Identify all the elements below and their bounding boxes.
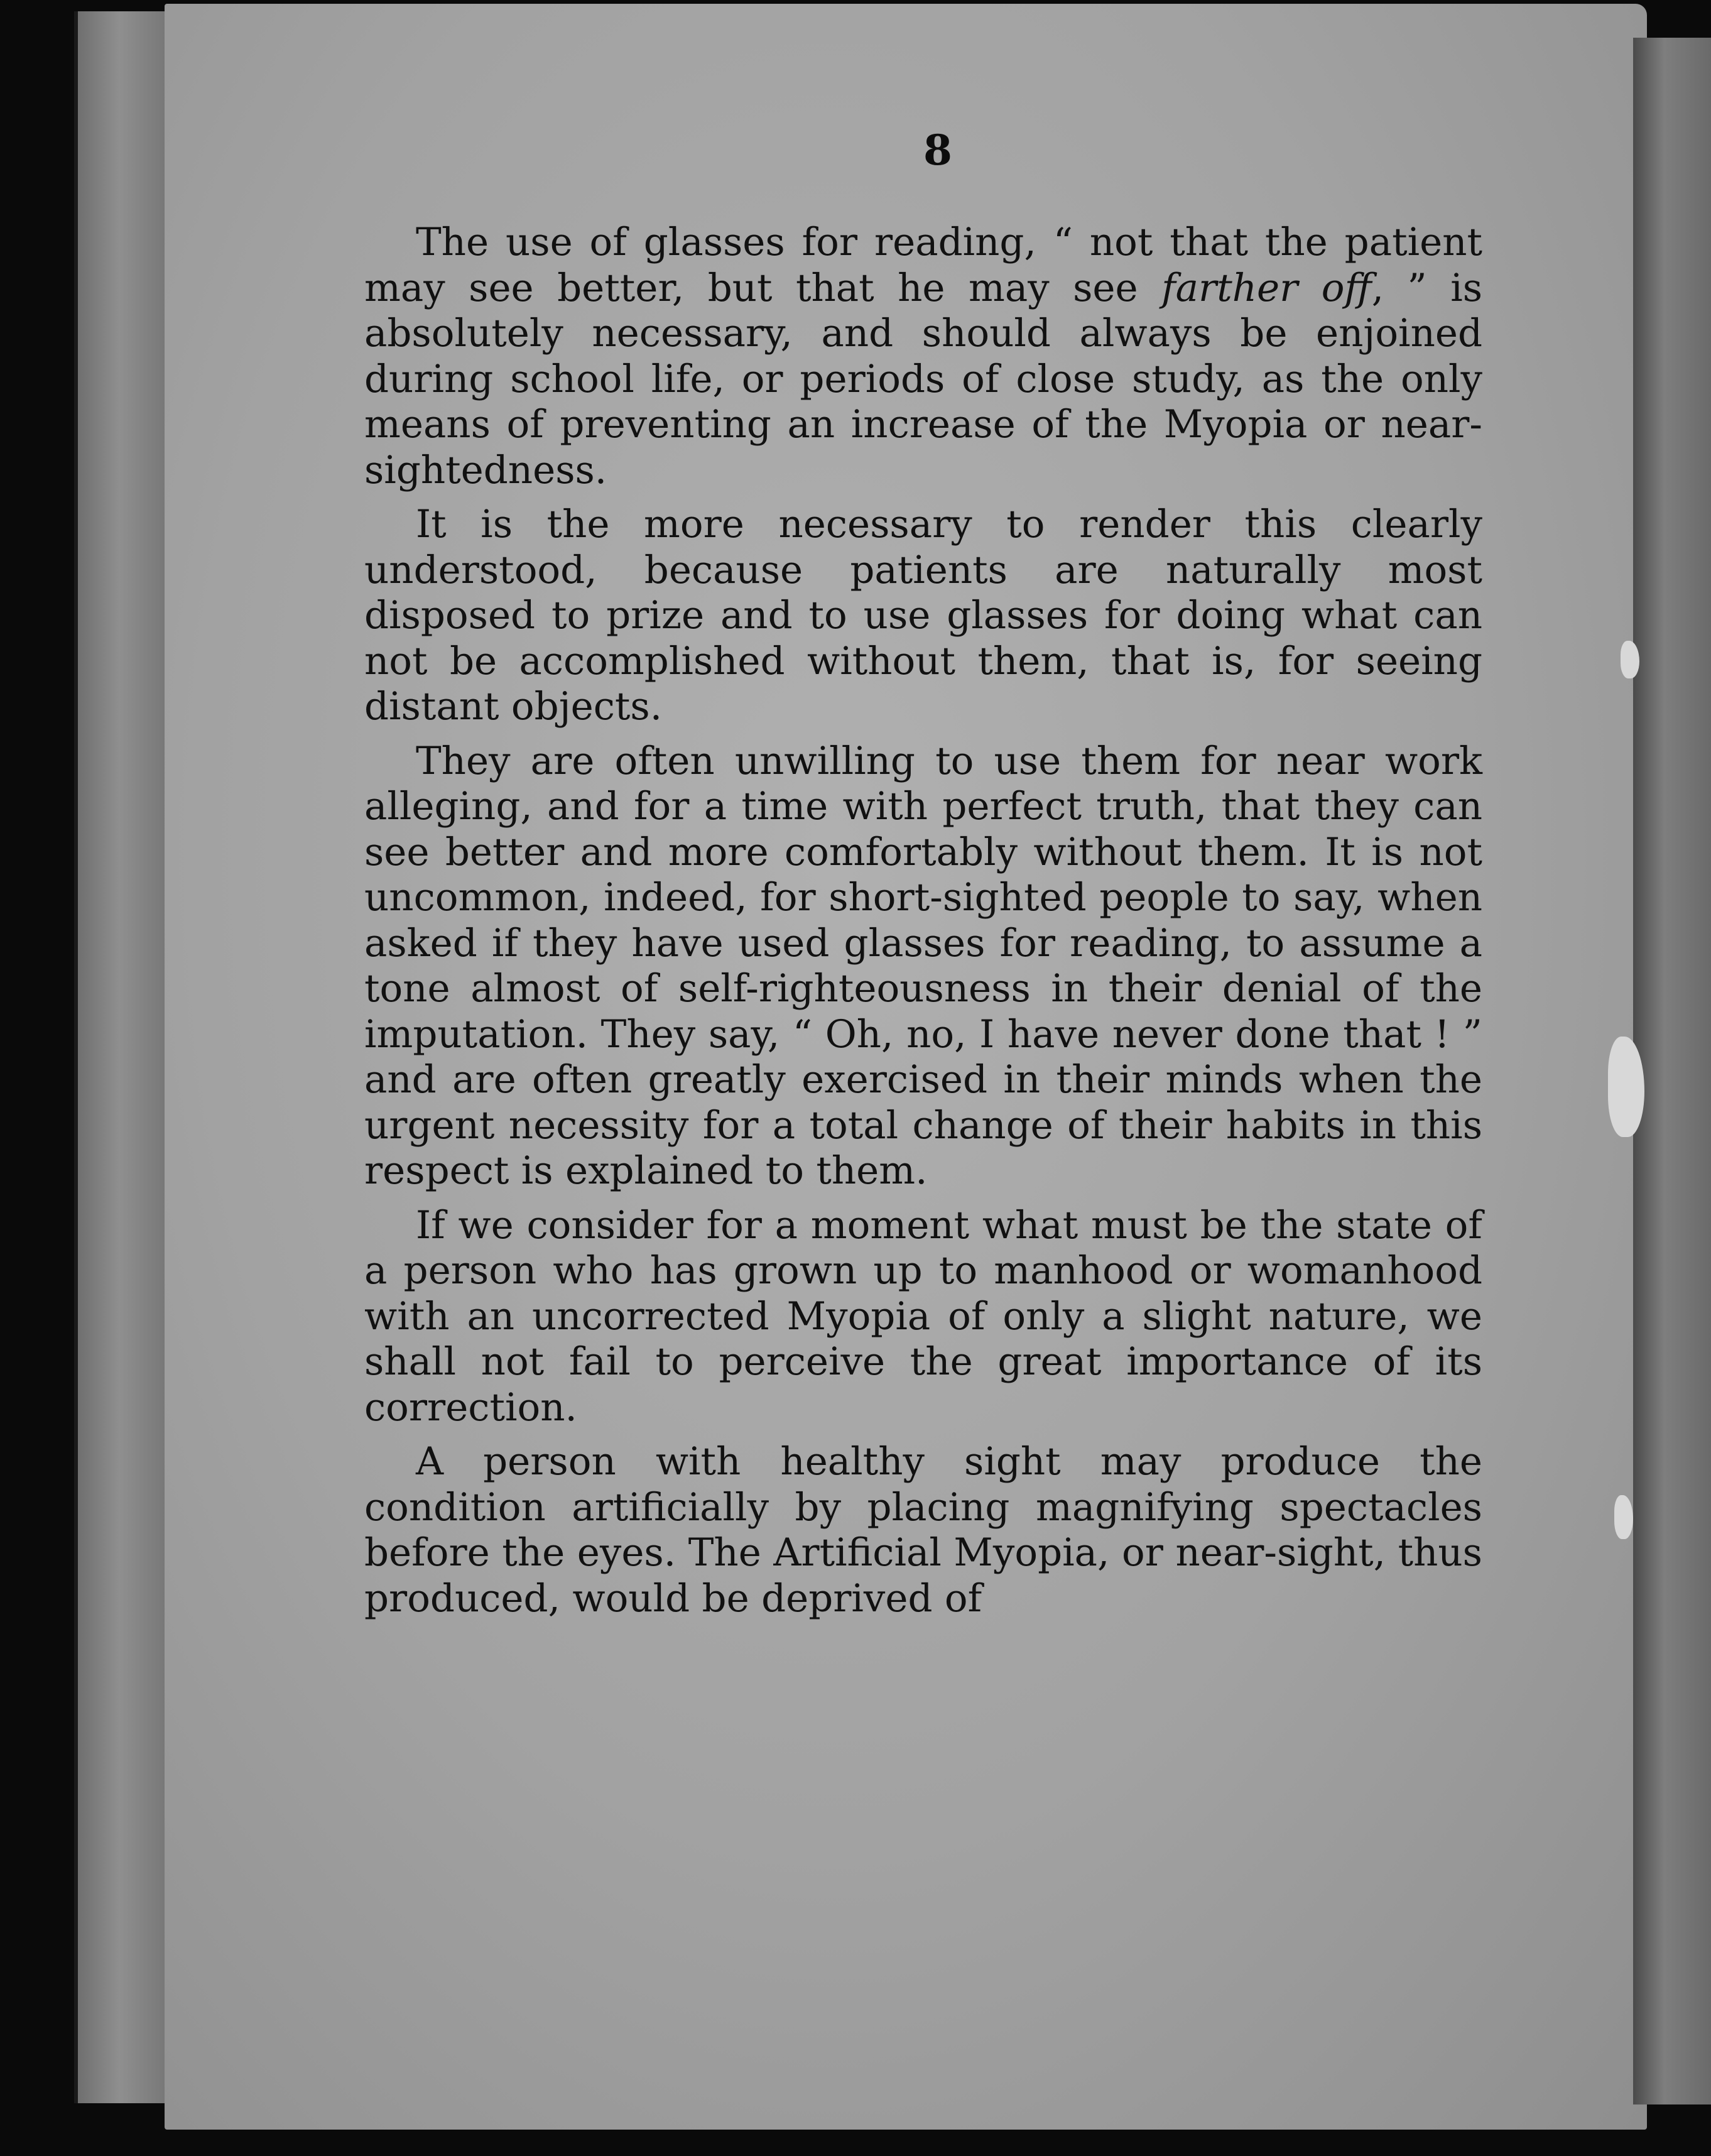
- paragraph-text: The use of glasses for reading, “ not that the patient may see better, but that he may see: [364, 220, 1482, 310]
- page-number: 8: [923, 126, 952, 175]
- body-text: [364, 220, 1482, 1621]
- next-page-edge: [1633, 38, 1711, 2104]
- paragraph: A person with healthy sight may produce the condition artificially by placing magnifying spectacles before the eyes. The Artificial Myopia, or near-sight, thus produced, would be deprived of: [364, 1439, 1482, 1621]
- paragraph: [364, 220, 1482, 493]
- paragraph-text: , ” is absolutely necessary, and should always be enjoined during school life, or periods of close study, as the only means of preventing an increase of the Myopia or near-sightedness.: [364, 265, 1483, 493]
- paragraph: It is the more necessary to render this clearly understood, because patients are naturally most disposed to prize and to use glasses for doing what can not be accomplished without them, that is, for seeing distant objects.: [364, 502, 1482, 729]
- paragraph: If we consider for a moment what must be the state of a person who has grown up to manhood or womanhood with an uncorrected Myopia of only a slight nature, we shall not fail to perceive the great importance of its correction.: [364, 1202, 1482, 1430]
- paragraph: They are often unwilling to use them for near work alleging, and for a time with perfect truth, that they can see better and more comfortably without them. It is not uncommon, indeed, for short-sighted people to say, when asked if they have used glasses for reading, to assume a tone almost of self-righteousness in their denial of the imputation. They say, “ Oh, no, I have never done that ! ” and are often greatly exercised in their minds when the urgent necessity for a total change of their habits in this respect is explained to them.: [364, 738, 1482, 1193]
- italic-phrase: farther off: [1161, 265, 1372, 310]
